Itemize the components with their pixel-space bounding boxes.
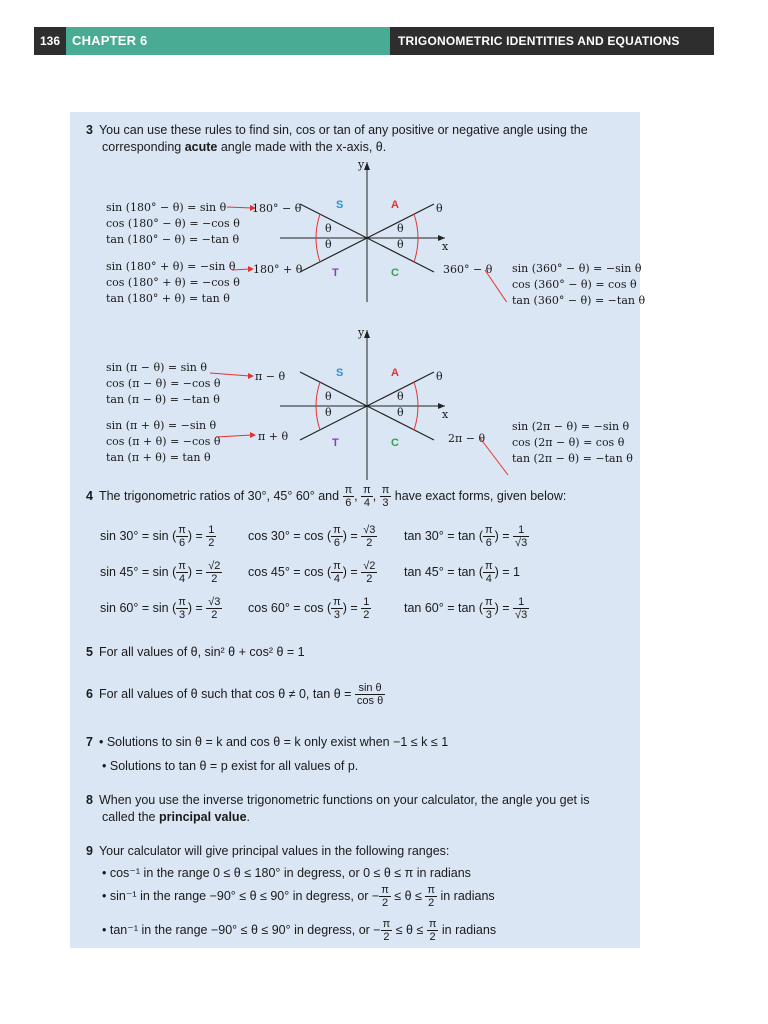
d1-left-top-2: cos (180° − θ) = −cos θ	[106, 217, 240, 230]
d1-right-3: tan (360° − θ) = −tan θ	[512, 294, 646, 307]
item-3-line-1: 3 You can use these rules to find sin, cos or tan of any positive or negative angle using the	[86, 123, 588, 137]
d1-quadrant-a: A	[391, 199, 399, 211]
header-green-band	[34, 27, 390, 55]
item-3-line-2: corresponding acute angle made with the x-axis, θ.	[102, 140, 387, 154]
ratio-cos30: cos 30° = cos ( $\frac{\pi}{6}$ ) = $\frac{√3}{2}$	[248, 524, 376, 549]
item-9-bullet-3: • tan⁻¹ in the range −90° ≤ θ ≤ 90° in degress, or − $\frac{\pi}{2}$ ≤ θ ≤ $\frac{\pi}{2}$ in radians	[102, 918, 497, 943]
d2-label-pi-plus: π + θ	[258, 430, 289, 443]
d2-quadrant-a: A	[391, 367, 399, 379]
d1-theta-q4: θ	[397, 238, 404, 251]
item-9-intro: 9 Your calculator will give principal values in the following ranges:	[86, 844, 450, 858]
item-7-bullet-1: 7 • Solutions to sin θ = k and cos θ = k only exist when −1 ≤ k ≤ 1	[86, 735, 449, 749]
d1-left-top-3: tan (180° − θ) = −tan θ	[106, 233, 240, 246]
d2-right-3: tan (2π − θ) = −tan θ	[512, 452, 633, 465]
d2-theta-ray: θ	[436, 370, 443, 383]
d1-right-1: sin (360° − θ) = −sin θ	[512, 262, 642, 275]
d2-quadrant-s: S	[336, 367, 344, 379]
ratio-sin60: sin 60° = sin ( $\frac{\pi}{3}$ ) = $\frac{√3}{2}$	[100, 596, 221, 621]
ratio-sin45: sin 45° = sin ( $\frac{\pi}{4}$ ) = $\frac{√2}{2}$	[100, 560, 221, 585]
ratio-cos60: cos 60° = cos ( $\frac{\pi}{3}$ ) = $\frac{1}{2}$	[248, 596, 370, 621]
item-6: 6 For all values of θ such that cos θ ≠ 0, tan θ = $\frac{\text{sin θ}}{\text{cos θ}}$	[86, 682, 384, 707]
d2-y-label: y	[358, 326, 365, 339]
d2-label-pi-minus: π − θ	[255, 370, 286, 383]
d1-quadrant-t: T	[332, 267, 339, 279]
item-5: 5 For all values of θ, sin² θ + cos² θ = 1	[86, 645, 305, 659]
d2-theta-q4: θ	[397, 406, 404, 419]
chapter-label: CHAPTER 6	[72, 33, 148, 48]
ratio-cos45: cos 45° = cos ( $\frac{\pi}{4}$ ) = $\frac{√2}{2}$	[248, 560, 376, 585]
d2-right-1: sin (2π − θ) = −sin θ	[512, 420, 630, 433]
item-4-text: 4 The trigonometric ratios of 30°, 45° 60° and $\frac{\pi}{6}$ , $\frac{\pi}{4}$ , $\frac{\pi}{3}$ have exact forms, given below:	[86, 484, 567, 509]
item-8-line-1: 8 When you use the inverse trigonometric functions on your calculator, the angle you get is	[86, 793, 590, 807]
d1-left-bottom-3: tan (180° + θ) = tan θ	[106, 292, 230, 305]
d2-quadrant-c: C	[391, 437, 399, 449]
d2-theta-q2: θ	[325, 390, 332, 403]
d2-left-top-2: cos (π − θ) = −cos θ	[106, 377, 221, 390]
d1-y-label: y	[358, 158, 365, 171]
d2-label-2pi-minus: 2π − θ	[448, 432, 486, 445]
d1-theta-q3: θ	[325, 238, 332, 251]
ratio-tan60: tan 60° = tan ( $\frac{\pi}{3}$ ) = $\frac{1}{√3}$	[404, 596, 528, 621]
d2-theta-q1: θ	[397, 390, 404, 403]
d2-quadrant-t: T	[332, 437, 339, 449]
ratio-tan30: tan 30° = tan ( $\frac{\pi}{6}$ ) = $\frac{1}{√3}$	[404, 524, 528, 549]
d1-quadrant-c: C	[391, 267, 399, 279]
d2-right-2: cos (2π − θ) = cos θ	[512, 436, 625, 449]
item-9-bullet-1: • cos⁻¹ in the range 0 ≤ θ ≤ 180° in degress, or 0 ≤ θ ≤ π in radians	[102, 866, 471, 880]
d2-left-bottom-1: sin (π + θ) = −sin θ	[106, 419, 217, 432]
d1-right-2: cos (360° − θ) = cos θ	[512, 278, 637, 291]
header-dark-band	[390, 27, 714, 55]
item-8-line-2: called the principal value.	[102, 810, 250, 824]
d1-label-360-minus: 360° − θ	[443, 263, 493, 276]
page-header	[34, 27, 714, 55]
d1-theta-q2: θ	[325, 222, 332, 235]
d1-left-bottom-2: cos (180° + θ) = −cos θ	[106, 276, 240, 289]
d2-left-top-3: tan (π − θ) = −tan θ	[106, 393, 220, 406]
d1-theta-q1: θ	[397, 222, 404, 235]
d2-left-bottom-3: tan (π + θ) = tan θ	[106, 451, 211, 464]
d2-left-top-1: sin (π − θ) = sin θ	[106, 361, 207, 374]
d1-x-label: x	[442, 240, 449, 253]
d2-left-bottom-2: cos (π + θ) = −cos θ	[106, 435, 221, 448]
ratio-tan45: tan 45° = tan ( $\frac{\pi}{4}$ ) = 1	[404, 560, 520, 585]
d2-x-label: x	[442, 408, 449, 421]
summary-panel	[70, 112, 646, 948]
d1-label-180-plus: 180° + θ	[253, 263, 303, 276]
d1-left-top-1: sin (180° − θ) = sin θ	[106, 201, 227, 214]
d1-left-bottom-1: sin (180° + θ) = −sin θ	[106, 260, 236, 273]
page-number: 136	[34, 27, 66, 55]
d1-quadrant-s: S	[336, 199, 344, 211]
d1-theta-ray: θ	[436, 202, 443, 215]
d1-label-180-minus: 180° − θ	[252, 202, 302, 215]
item-9-bullet-2: • sin⁻¹ in the range −90° ≤ θ ≤ 90° in degress, or − $\frac{\pi}{2}$ ≤ θ ≤ $\frac{\pi}{2}$ in radians	[102, 884, 495, 909]
chapter-title: TRIGONOMETRIC IDENTITIES AND EQUATIONS	[398, 34, 680, 48]
d2-theta-q3: θ	[325, 406, 332, 419]
ratio-sin30: sin 30° = sin ( $\frac{\pi}{6}$ ) = $\frac{1}{2}$	[100, 524, 215, 549]
item-7-bullet-2: • Solutions to tan θ = p exist for all values of p.	[102, 759, 359, 773]
